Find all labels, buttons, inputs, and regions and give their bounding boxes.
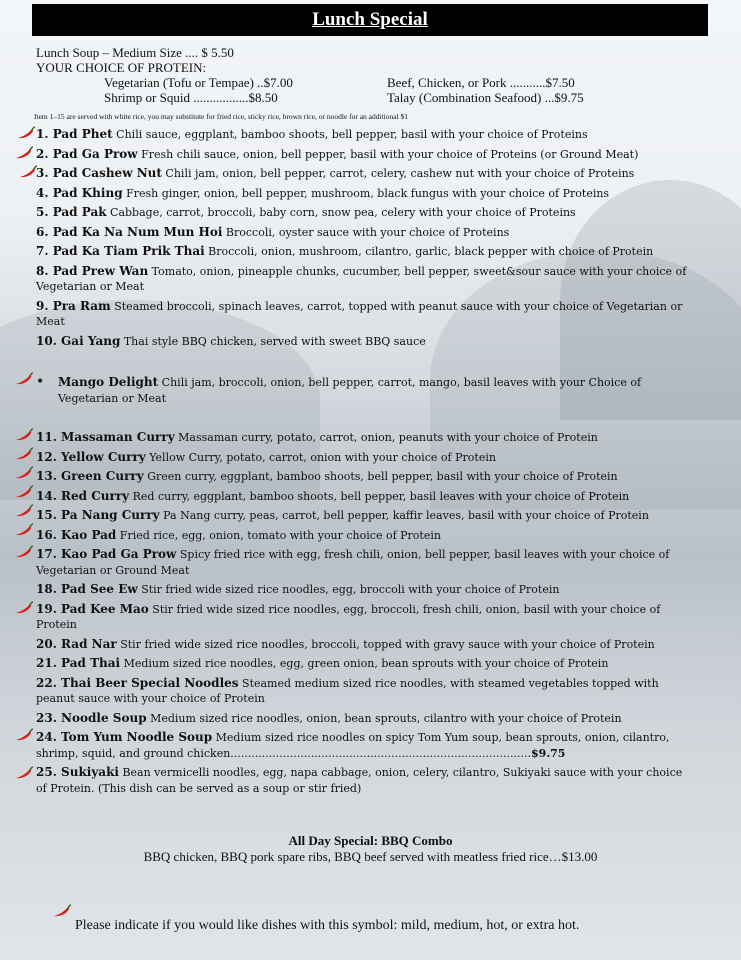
item-desc: Fresh ginger, onion, bell pepper, mushroom, black fungus with your choice of Proteins (122, 186, 610, 200)
chili-pepper-icon (14, 601, 34, 615)
chili-pepper-icon (14, 545, 34, 559)
item-name: 13. Green Curry (36, 469, 144, 483)
chili-pepper-icon (52, 904, 72, 918)
protein-row (36, 90, 696, 105)
item-name: 17. Kao Pad Ga Prow (36, 547, 177, 561)
item-name: 1. Pad Phet (36, 127, 113, 141)
item-desc: Medium sized rice noodles, onion, bean sprouts, cilantro with your choice of Protein (146, 711, 622, 725)
item-name: 15. Pa Nang Curry (36, 508, 160, 522)
menu-item (36, 299, 696, 330)
combo-text: BBQ chicken, BBQ pork spare ribs, BBQ beef served with meatless fried rice…$13.00 (143, 849, 598, 864)
protein-heading: YOUR CHOICE OF PROTEIN: (36, 60, 207, 75)
item-name: Mango Delight (58, 375, 159, 389)
item-desc: Stir fried wide sized rice noodles, egg, broccoli, fresh chili, onion, basil with your choice of Protein (36, 602, 661, 631)
menu-item (36, 334, 696, 350)
menu-title-bar (32, 4, 708, 36)
item-desc: Thai style BBQ chicken, served with sweet BBQ sauce (120, 334, 426, 348)
item-name: 24. Tom Yum Noodle Soup (36, 730, 213, 744)
chili-pepper-icon (14, 146, 34, 160)
intro-section (36, 45, 696, 105)
menu-item (36, 225, 696, 241)
item-name: 2. Pad Ga Prow (36, 146, 138, 161)
chili-pepper-icon (14, 728, 34, 742)
chili-pepper-icon (14, 372, 34, 386)
protein-price: Talay (Combination Seafood) ...$9.75 (387, 90, 584, 105)
rice-note: Item 1–15 are served with white rice, you may substitute for fried rice, sticky rice, brown rice, or noodle for an additional $1 (34, 112, 409, 121)
item-desc: Massaman curry, potato, carrot, onion, peanuts with your choice of Protein (174, 431, 598, 444)
menu-item (36, 582, 696, 598)
menu-item (36, 127, 696, 143)
menu-item (36, 602, 696, 633)
menu-item (36, 508, 696, 524)
item-name: 9. Pra Ram (36, 298, 111, 313)
chili-pepper-icon (16, 126, 36, 140)
chili-pepper-icon (14, 428, 34, 442)
item-desc: Fresh chili sauce, onion, bell pepper, basil with your choice of Proteins (or Ground Meat) (137, 147, 639, 161)
chili-pepper-icon (14, 766, 34, 780)
mango-delight-item (36, 375, 676, 406)
menu-item (36, 469, 696, 485)
item-name: 18. Pad See Ew (36, 582, 138, 596)
menu-item (36, 430, 696, 446)
chili-pepper-icon (14, 447, 34, 461)
item-desc: Bean vermicelli noodles, egg, napa cabbage, onion, celery, cilantro, Sukiyaki sauce with your choice of Protein. (This dish can be served as a soup or stir fried) (36, 766, 683, 795)
item-desc: Chili jam, onion, bell pepper, carrot, celery, cashew nut with your choice of Proteins (161, 167, 635, 180)
menu-item (36, 547, 696, 578)
chili-pepper-icon (14, 523, 34, 537)
menu-item (36, 450, 696, 466)
menu-item (36, 147, 696, 163)
item-desc: Broccoli, oyster sauce with your choice of Proteins (222, 225, 510, 239)
chili-pepper-icon (14, 466, 34, 480)
item-name: 16. Kao Pad (36, 527, 117, 542)
item-desc: Medium sized rice noodles, egg, green onion, bean sprouts with your choice of Protein (120, 657, 609, 670)
footer-note: Please indicate if you would like dishes with this symbol: mild, medium, hot, or extra hot. (75, 918, 580, 933)
protein-price: Vegetarian (Tofu or Tempae) ..$7.00 (104, 75, 293, 90)
item-name: 25. Sukiyaki (36, 765, 119, 779)
item-desc: Broccoli, onion, mushroom, cilantro, garlic, black pepper with choice of Protein (204, 245, 654, 258)
item-desc: Spicy fried rice with egg, fresh chili, onion, bell pepper, basil leaves with your choice of Vegetarian or Ground Meat (36, 548, 670, 577)
item-name: 8. Pad Prew Wan (36, 263, 149, 278)
item-desc: Stir fried wide sized rice noodles, broccoli, topped with gravy sauce with your choice of Protein (116, 637, 655, 651)
menu-title: Lunch Special (312, 9, 428, 30)
item-name: 6. Pad Ka Na Num Mun Hoi (36, 224, 223, 239)
item-name: 4. Pad Khing (36, 185, 123, 200)
menu-item (36, 244, 696, 260)
menu-item: 24. Tom Yum Noodle Soup Medium sized rice noodles on spicy Tom Yum soup, bean sprouts, onion, cilantro, shrimp, squid, and ground chicken......................................................................................$9.75 (36, 730, 670, 760)
item-name: 21. Pad Thai (36, 656, 121, 670)
item-desc: Fried rice, egg, onion, tomato with your choice of Protein (116, 528, 441, 542)
item-name: 22. Thai Beer Special Noodles (36, 675, 239, 690)
item-desc: Medium sized rice noodles on spicy Tom Yum soup, bean sprouts, onion, cilantro, shrimp, squid, and ground chicken (36, 731, 670, 760)
item-desc: Yellow Curry, potato, carrot, onion with your choice of Protein (145, 450, 496, 464)
protein-row (36, 75, 696, 90)
menu-item (36, 166, 696, 182)
combo-heading: All Day Special: BBQ Combo (288, 833, 453, 848)
protein-price: Beef, Chicken, or Pork ...........$7.50 (387, 75, 575, 90)
menu-item (36, 637, 696, 653)
item-name: 12. Yellow Curry (36, 449, 146, 464)
item-desc: Green curry, eggplant, bamboo shoots, bell pepper, basil with your choice of Protein (143, 470, 618, 483)
menu-item (36, 186, 696, 202)
menu-item (36, 656, 696, 672)
item-name: 5. Pad Pak (36, 205, 107, 219)
item-desc: Cabbage, carrot, broccoli, baby corn, snow pea, celery with your choice of Proteins (106, 206, 576, 219)
menu-items-group-b (36, 430, 696, 800)
item-name: 20. Rad Nar (36, 636, 117, 651)
chili-pepper-icon (14, 504, 34, 518)
chili-pepper-icon (18, 165, 38, 179)
item-desc: Steamed broccoli, spinach leaves, carrot, topped with peanut sauce with your choice of Vegetarian or Meat (36, 299, 683, 328)
bbq-combo-section (0, 833, 741, 865)
item-name: 10. Gai Yang (36, 333, 121, 348)
item-name: 3. Pad Cashew Nut (36, 166, 162, 180)
item-name: 7. Pad Ka Tiam Prik Thai (36, 244, 205, 258)
chili-pepper-icon (14, 485, 34, 499)
menu-item (36, 711, 696, 727)
item-name: 14. Red Curry (36, 488, 130, 503)
menu-item (36, 489, 696, 505)
protein-price: Shrimp or Squid .................$8.50 (104, 90, 278, 105)
menu-item (36, 205, 696, 221)
menu-item (36, 676, 696, 707)
item-name: 23. Noodle Soup (36, 710, 147, 725)
item-name: 11. Massaman Curry (36, 430, 175, 444)
soup-line: Lunch Soup – Medium Size .... $ 5.50 (36, 45, 234, 60)
item-price: $9.75 (531, 746, 566, 760)
menu-item (36, 528, 696, 544)
item-desc: Stir fried wide sized rice noodles, egg, broccoli with your choice of Protein (137, 583, 560, 596)
item-desc: Pa Nang curry, peas, carrot, bell pepper, kaffir leaves, basil with your choice of Protein (159, 509, 649, 522)
item-desc: Red curry, eggplant, bamboo shoots, bell pepper, basil leaves with your choice of Protein (129, 489, 630, 503)
item-desc: Steamed medium sized rice noodles, with steamed vegetables topped with peanut sauce with your choice of Protein (36, 676, 659, 705)
item-name: 19. Pad Kee Mao (36, 601, 149, 616)
bullet-icon: • (36, 374, 45, 390)
item-desc: Chili jam, broccoli, onion, bell pepper, carrot, mango, basil leaves with your Choice of Vegetarian or Meat (58, 376, 642, 405)
menu-item (36, 765, 696, 796)
menu-item (36, 264, 696, 295)
menu-items-group-a (36, 127, 696, 353)
item-desc: Chili sauce, eggplant, bamboo shoots, bell pepper, basil with your choice of Proteins (112, 128, 588, 141)
item-desc: Tomato, onion, pineapple chunks, cucumber, bell pepper, sweet&sour sauce with your choice of Vegetarian or Meat (36, 264, 687, 293)
